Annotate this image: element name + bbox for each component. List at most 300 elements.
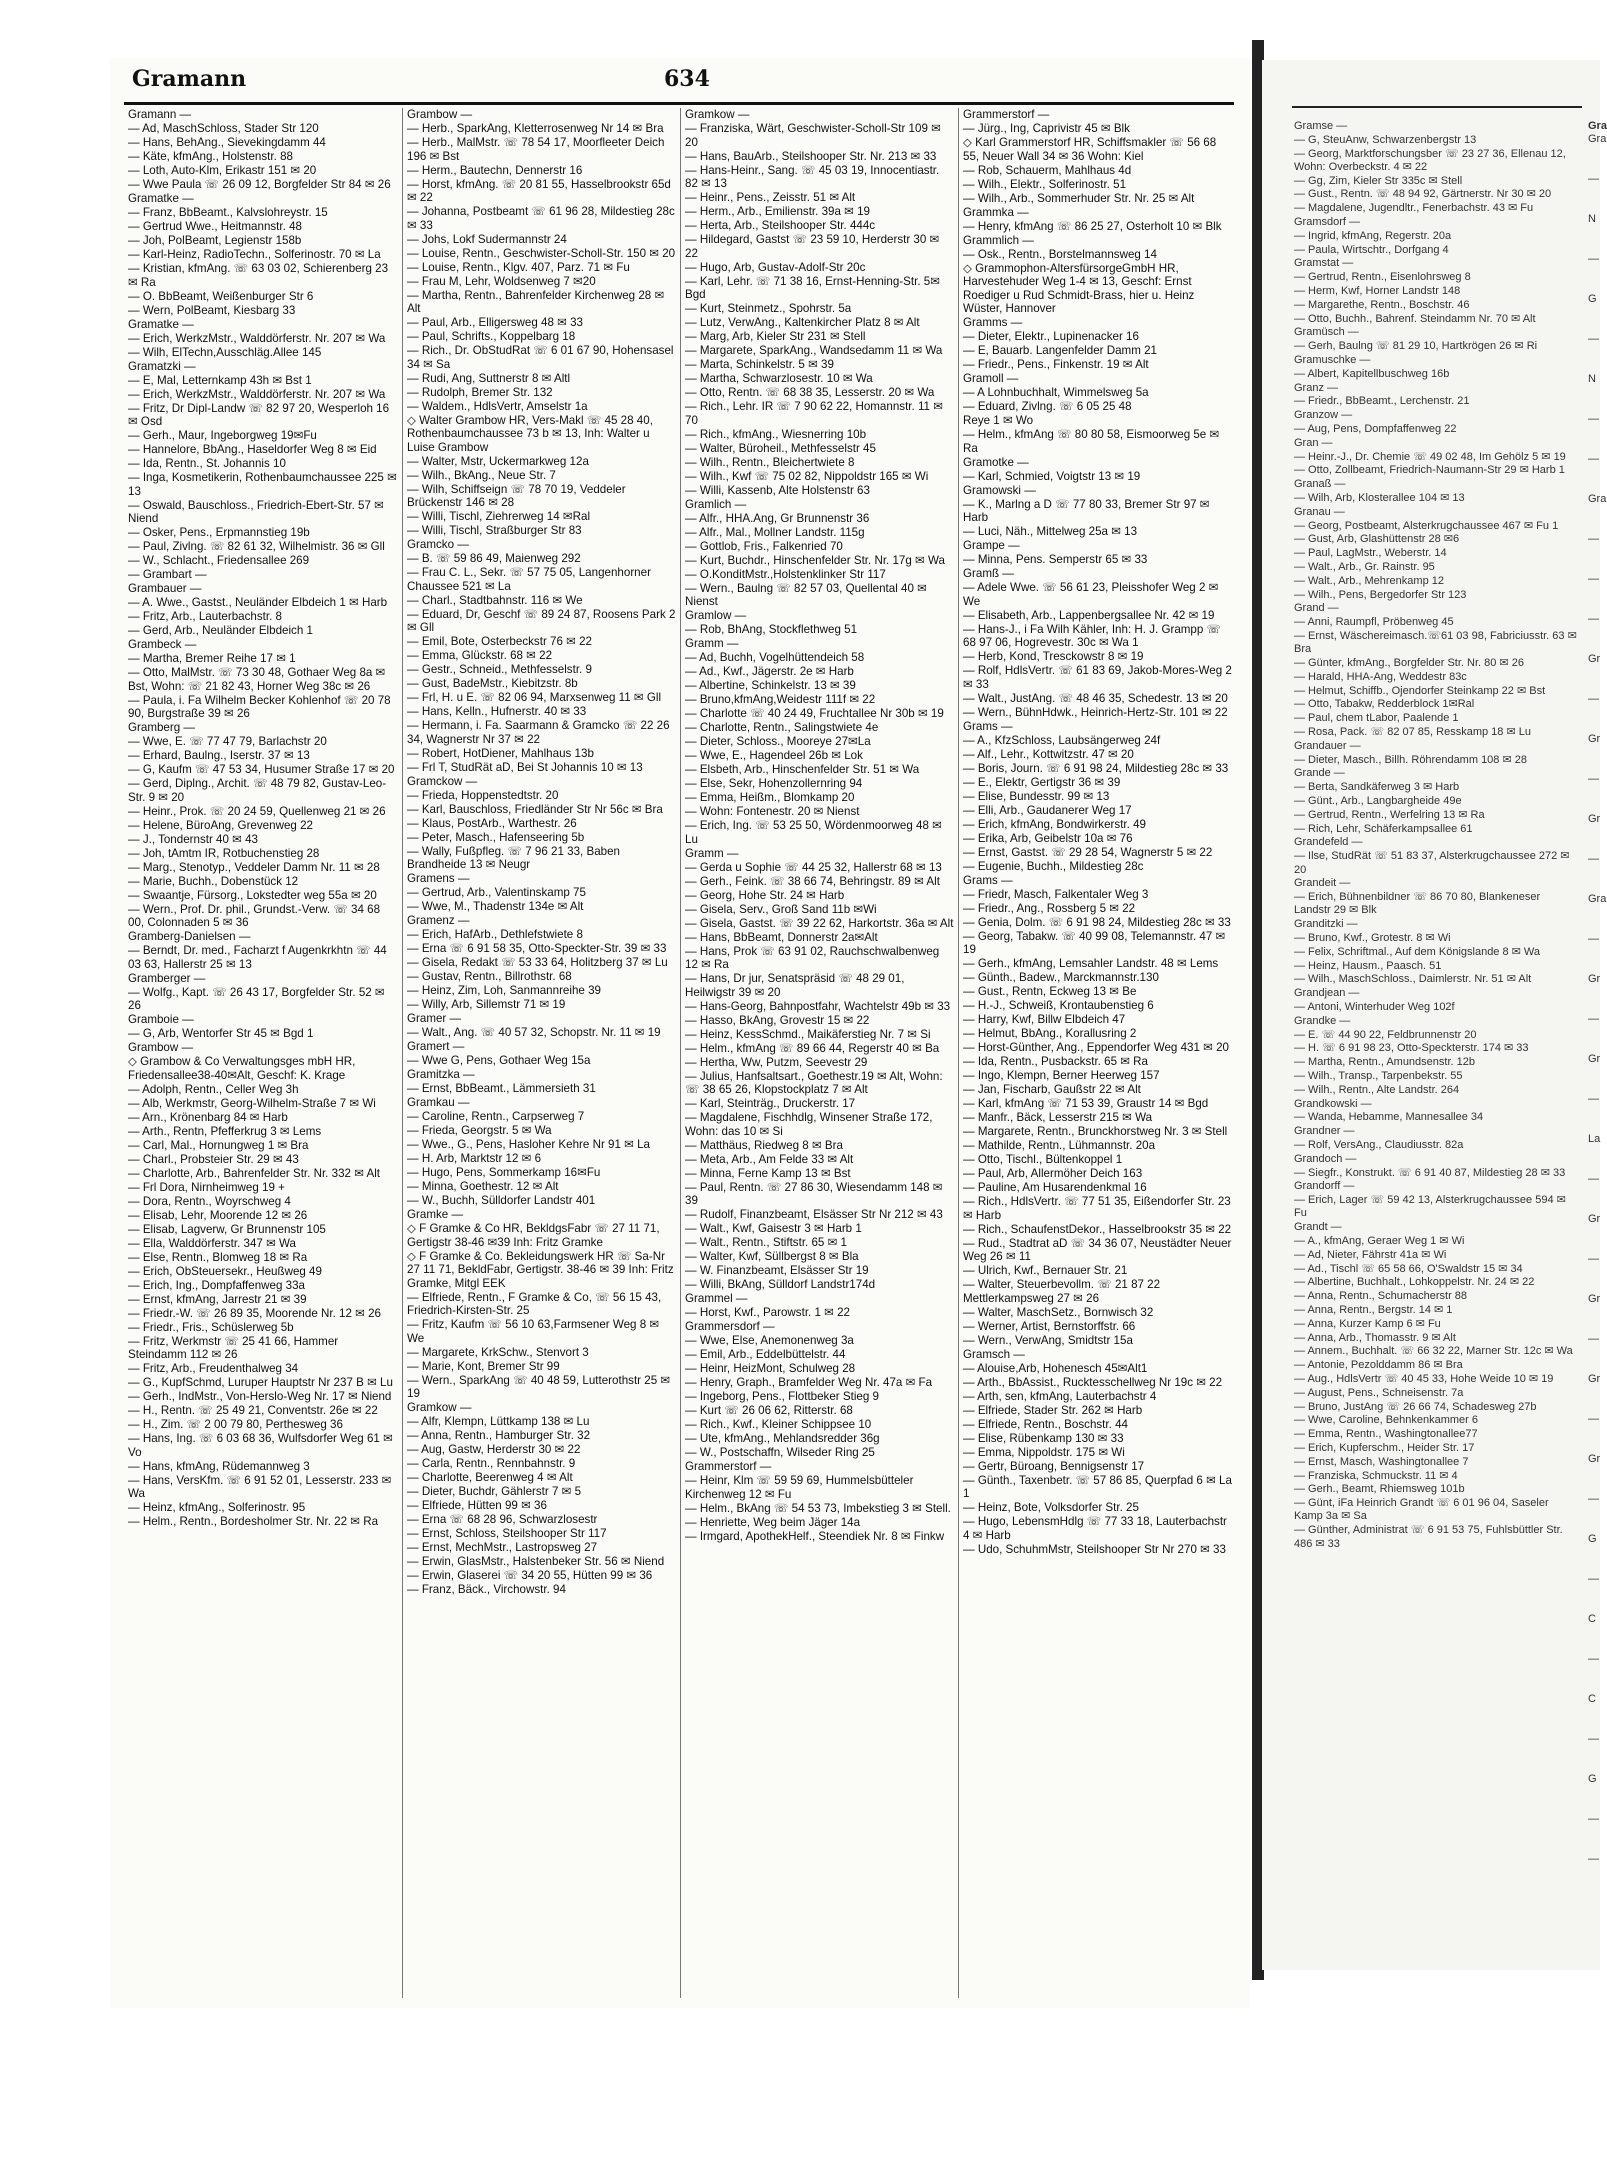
directory-entry: — Antoni, Winterhuder Weg 102f [1294,1001,1455,1013]
directory-entry: Grand — [1294,602,1339,615]
directory-entry: — Swaantje, Fürsorg., Lokstedter weg 55a ✉ 20 [128,888,377,902]
cut-entry-fragment: Gr [1588,733,1601,746]
directory-entry: — H., Zim. ☏ 2 00 79 80, Perthesweg 36 [128,1418,343,1431]
directory-entry: — Rich., Kwf., Kleiner Schippsee 10 [685,1418,872,1431]
directory-entry: — Eduard, Zivlng. ☏ 6 05 25 48 [963,400,1132,413]
directory-entry: — Karl, Lehr. ☏ 71 38 16, Ernst-Henning-Str. 5✉ Bgd [685,274,940,301]
directory-entry: — Charlotte, Beerenweg 4 ✉ Alt [407,1471,573,1484]
directory-entry: — Ad., Kwf., Jägerstr. 2e ✉ Harb [685,665,854,678]
directory-entry: — Elisab, Lagverw, Gr Brunnenstr 105 [128,1222,326,1236]
directory-entry: Gran — [1294,436,1333,449]
column-1 [124,108,398,1998]
directory-entry: Gramkow — [407,1401,472,1414]
directory-entry: — Rud., Stadtrat aD ☏ 34 36 07, Neustädter Neuer Weg 26 ✉ 11 [963,1236,1232,1263]
directory-entry: — Wwe., G., Pens, Hasloher Kehre Nr 91 ✉ La [407,1138,650,1151]
directory-entry: — Elise, Rübenkamp 130 ✉ 33 [963,1431,1124,1445]
directory-entry: — Paul, Rentn. ☏ 27 86 30, Wiesendamm 148 ✉ 39 [685,1180,943,1207]
directory-entry: — Irmgard, ApothekHelf., Steendiek Nr. 8 ✉ Finkw [685,1529,945,1543]
directory-entry: — W., Schlacht., Friedensallee 269 [128,554,310,567]
directory-entry: Granau — [1294,505,1345,518]
directory-entry: — Genia, Dolm. ☏ 6 91 98 24, Mildestieg 28c ✉ 33 [963,915,1231,929]
directory-entry: — Pauline, Am Husarendenkmal 16 [963,1181,1147,1194]
directory-entry: — Boris, Journ. ☏ 6 91 98 24, Mildestieg 28c ✉ 33 [963,761,1229,775]
directory-entry: — Joh, tAmtm IR, Rotbuchenstieg 28 [128,846,320,860]
directory-entry: — Otto, Tischl., Bültenkoppel 1 [963,1153,1123,1166]
directory-entry: — Frieda, Hoppenstedtstr. 20 [407,788,559,802]
directory-entry: — Wilh., Kwf ☏ 75 02 82, Nippoldstr 165 ✉ Wi [685,469,929,483]
cut-entry-fragment: — [1588,693,1599,706]
directory-entry: — E., Elektr, Gertigstr 36 ✉ 39 [963,775,1121,789]
directory-entry: — Günt, iFa Heinrich Grandt ☏ 6 01 96 04, Saseler Kamp 3a ✉ Sa [1294,1497,1549,1523]
directory-entry: — Erhard, Baulng., Iserstr. 37 ✉ 13 [128,749,310,762]
cut-entry-fragment: C [1588,1693,1596,1706]
cut-entry-fragment: — [1588,253,1599,266]
directory-entry: — Karl, Schmied, Voigtstr 13 ✉ 19 [963,469,1141,483]
directory-entry: — Elsbeth, Arb., Hinschenfelder Str. 51 ✉ Wa [685,763,920,776]
directory-entry: — Inga, Kosmetikerin, Rothenbaumchaussee 225 ✉ 13 [128,471,397,498]
directory-entry: Grambow — [407,108,473,121]
directory-entry: — Walter, Büroheil., Methfesselstr 45 [685,441,876,455]
directory-entry: Gramlow — [685,609,747,622]
directory-entry: — Helm., Rentn., Bordesholmer Str. Nr. 22 ✉ Ra [128,1515,379,1528]
directory-entry: — Helene, BüroAng, Grevenweg 22 [128,818,313,832]
cut-entry-fragment: N [1588,373,1596,386]
directory-entry: — Margarete, KrkSchw., Stenvort 3 [407,1345,589,1359]
cut-entry-fragment: G [1588,1533,1597,1546]
directory-entry: — Anna, Rentn., Schumacherstr 88 [1294,1290,1468,1303]
directory-entry: ◇ Grammophon-AltersfürsorgeGmbH HR, Harvestehuder Weg 1-4 ✉ 13, Geschf: Ernst Roediger u Rud Schmidt-Brass, hier u. Heinz Wüster, Hannover [963,261,1195,315]
directory-entry: — Walt., Kwf, Gaisestr 3 ✉ Harb 1 [685,1222,862,1235]
directory-entry: — Anna, Rentn., Hamburger Str. 32 [407,1429,591,1442]
directory-entry: — W., Postschaffn, Wilseder Ring 25 [685,1446,875,1459]
directory-entry: — Gerd, Arb., Neuländer Elbdeich 1 [128,624,313,637]
directory-entry: Gramß — [963,567,1014,580]
directory-entry: — A. Wwe., Gastst., Neuländer Elbdeich 1 ✉ Harb [128,596,388,609]
directory-entry: — Luci, Näh., Mittelweg 25a ✉ 13 [963,525,1138,538]
directory-entry: — Gerh., kfmAng, Lemsahler Landstr. 48 ✉ Lems [963,957,1219,970]
directory-entry: Grandoch — [1294,1152,1357,1165]
directory-entry: — Dieter, Schloss., Mooreye 27✉La [685,735,871,748]
directory-entry: — Wilh, ElTechn,Ausschläg.Allee 145 [128,345,322,359]
directory-entry: — Charlotte, Arb., Bahrenfelder Str. Nr. 332 ✉ Alt [128,1166,381,1180]
directory-entry: — Otto, MalMstr. ☏ 73 30 48, Gothaer Weg 8a ✉ Bst, Wohn: ☏ 21 82 43, Horner Weg 38c ✉ 26 [128,666,386,693]
cut-entry-fragment: — [1588,533,1599,546]
directory-entry: — Waldem., HdlsVertr, Amselstr 1a [407,399,588,413]
directory-entry: — G., KupfSchmd, Luruper Hauptstr Nr 237 B ✉ Lu [128,1376,393,1389]
directory-entry: — Aug, Gastw, Herderstr 30 ✉ 22 [407,1443,581,1456]
directory-entry: — Günth., Taxenbetr. ☏ 57 86 85, Querpfad 6 ✉ La 1 [963,1473,1232,1500]
directory-entry: — Hans, kfmAng, Rüdemannweg 3 [128,1459,310,1473]
directory-entry: — Fritz, Dr Dipl-Landw ☏ 82 97 20, Wesperloh 16 ✉ Osd [128,401,390,428]
directory-entry: — Willi, Tischl, Ziehrerweg 14 ✉Ral [407,510,591,523]
directory-entry: — Frl Dora, Nirnheimweg 19 + [128,1180,285,1194]
page-number: 634 [664,66,710,92]
directory-entry: — Joh, PolBeamt, Legienstr 158b [128,234,302,247]
cut-entry-fragment: La [1588,1133,1601,1146]
directory-entry: — Gisela, Gastst. ☏ 39 22 62, Harkortstr. 36a ✉ Alt [685,916,954,930]
directory-entry: — Wern., BühnHdwk., Heinrich-Hertz-Str. 101 ✉ 22 [963,705,1228,719]
cut-entry-fragment: — [1588,573,1599,586]
directory-entry: Gramm — [685,637,739,650]
directory-entry: — H.-J., Schweiß, Krontaubenstieg 6 [963,999,1154,1012]
directory-entry: Gramüsch — [1294,326,1359,339]
directory-entry: — Henriette, Weg beim Jäger 14a [685,1515,861,1529]
directory-entry: — Ad, MaschSchloss, Stader Str 120 [128,122,319,135]
directory-entry: — Georg, Marktforschungsber ☏ 23 27 36, Ellenau 12, Wohn: Overbeckstr. 4 ✉ 22 [1294,147,1566,173]
directory-entry: — Wwe G, Pens, Gothaer Weg 15a [407,1054,591,1067]
directory-entry: Grandt — [1294,1221,1342,1234]
directory-entry: — Albertine, Buchhalt., Lohkoppelstr. Nr. 24 ✉ 22 [1294,1276,1535,1289]
directory-entry: Gramberg — [128,721,196,734]
right-page-cut-column [1588,120,1607,1960]
directory-entry: — Jan, Fischarb, Gaußstr 22 ✉ Alt [963,1083,1141,1096]
directory-entry: — Arth, sen, kfmAng, Lauterbachstr 4 [963,1389,1157,1403]
directory-entry: — Heinr, Klm ☏ 59 59 69, Hummelsbütteler Kirchenweg 12 ✉ Fu [685,1474,914,1501]
directory-entry: Grampe — [963,539,1020,552]
directory-entry: — Wwe, E. ☏ 77 47 79, Barlachstr 20 [128,735,327,748]
cut-entry-fragment: — [1588,333,1599,346]
directory-entry: — Otto, Rentn. ☏ 68 38 35, Lesserstr. 20 ✉ Wa [685,386,935,399]
directory-entry: — Gerd, Diplng., Archit. ☏ 48 79 82, Gustav-Leo-Str. 9 ✉ 20 [128,777,387,804]
cut-entry-fragment: C [1588,1613,1596,1626]
directory-entry: — Wilh., Pens, Bergedorfer Str 123 [1294,588,1467,601]
directory-entry: — Friedr., Ang., Rossberg 5 ✉ 22 [963,901,1136,915]
directory-entry: Gramotke — [963,455,1029,469]
directory-entry: — Wern., Prof. Dr. phil., Grundst.-Verw. ☏ 34 68 00, Colonnaden 5 ✉ 36 [128,902,381,929]
directory-entry: Gramsdorf — [1294,216,1361,229]
directory-entry: — Willi, Tischl, Straßburger Str 83 [407,524,582,537]
directory-entry: — Ida, Rentn., Pusbackstr. 65 ✉ Ra [963,1055,1148,1068]
directory-entry: — Elfriede, Rentn., Boschstr. 44 [963,1417,1128,1431]
cut-entry-fragment: — [1588,1333,1599,1346]
directory-entry: — Wilh., Arb., Sommerhuder Str. Nr. 25 ✉ Alt [963,191,1195,205]
directory-entry: — Paula, Wirtschtr., Dorfgang 4 [1294,243,1449,256]
directory-entry: — Erich, HafArb., Dethlefstwiete 8 [407,928,583,941]
directory-entry: — Ilse, StudRät ☏ 51 83 37, Alsterkrugchaussee 272 ✉ 20 [1294,850,1570,876]
directory-entry: — Horst-Günther, Ang., Eppendorfer Weg 431 ✉ 20 [963,1041,1229,1054]
directory-entry: Grande — [1294,767,1345,780]
directory-entry: Gramke — [407,1208,464,1221]
directory-entry: — Dora, Rentn., Woyrschweg 4 [128,1194,291,1208]
directory-entry: — Osk., Rentn., Borstelmannsweg 14 [963,247,1157,261]
directory-entry: — Wilh., MaschSchloss., Daimlerstr. Nr. 51 ✉ Alt [1294,973,1532,986]
directory-entry: Granaß — [1294,478,1346,491]
directory-entry: Reye 1 ✉ Wo [963,414,1034,427]
directory-entry: Grammerstorf — [963,108,1050,121]
directory-entry: Grams — [963,873,1013,887]
directory-entry: — Heinz, Bote, Volksdorfer Str. 25 [963,1501,1139,1514]
directory-entry: — Gertr, Büroang, Bennigsenstr 17 [963,1459,1145,1473]
directory-entry: — Minna, Ferne Kamp 13 ✉ Bst [685,1166,851,1180]
directory-entry: — Ella, Walddörferstr. 347 ✉ Wa [128,1236,297,1250]
directory-entry: — Paul, chem tLabor, Paalende 1 [1294,712,1459,725]
directory-entry: — Ulrich, Kwf., Bernauer Str. 21 [963,1264,1128,1277]
directory-entry: — J., Tondernstr 40 ✉ 43 [128,832,259,846]
directory-entry: Grandauer — [1294,739,1361,752]
directory-entry: — Rich., HdlsVertr. ☏ 77 51 35, Eißendorfer Str. 23 ✉ Harb [963,1195,1231,1222]
cut-entry-fragment: — [1588,1813,1599,1826]
directory-entry: — Osker, Pens., Erpmannstieg 19b [128,526,310,539]
directory-entry: Grandefeld — [1294,836,1363,849]
directory-entry: — Kurt, Steinmetz., Spohrstr. 5a [685,302,852,315]
directory-entry: — Herta, Arb., Steilshooper Str. 444c [685,219,876,232]
directory-entry: — H. Arb, Marktstr 12 ✉ 6 [407,1152,542,1165]
directory-entry: — Anna, Kurzer Kamp 6 ✉ Fu [1294,1317,1441,1330]
directory-entry: — Alf., Lehr., Kottwitzstr. 47 ✉ 20 [963,747,1134,761]
directory-entry: — Walt., Ang. ☏ 40 57 32, Schopstr. Nr. 11 ✉ 19 [407,1026,661,1039]
directory-entry: — Frl, H. u E. ☏ 82 06 94, Marxsenweg 11 ✉ Gll [407,691,662,704]
directory-entry: Grandkowski — [1294,1097,1372,1110]
directory-entry: — Emma, Nippoldstr. 175 ✉ Wi [963,1445,1125,1459]
cut-entry-fragment: — [1588,173,1599,186]
directory-entry: — Ad., Tischl ☏ 65 58 66, O'Swaldstr 15 ✉ 34 [1294,1262,1523,1275]
directory-entry: Grandjean — [1294,987,1360,1000]
directory-entry: — Ernst, BbBeamt., Lämmersieth 31 [407,1082,596,1095]
directory-entry: — Louise, Rentn., Klgv. 407, Parz. 71 ✉ Fu [407,260,630,274]
directory-entry: — Franz, Bäck., Virchowstr. 94 [407,1583,566,1596]
directory-entry: Gramoll — [963,372,1019,385]
directory-entry: — Herb., SparkAng, Kletterrosenweg Nr 14 ✉ Bra [407,122,664,135]
directory-entry: — Erich, Ing. ☏ 53 25 50, Wördenmoorweg 48 ✉ Lu [685,819,942,846]
directory-entry: Grandke — [1294,1014,1351,1027]
directory-entry: — Käte, kfmAng., Holstenstr. 88 [128,150,293,163]
directory-entry: — Hans-Heinr., Sang. ☏ 45 03 19, Innocentiastr. 82 ✉ 13 [685,163,940,190]
directory-entry: — Arth., BbAssist., Rucktesschellweg Nr 19c ✉ 22 [963,1375,1223,1389]
directory-entry: — Herm., Arb., Emilienstr. 39a ✉ 19 [685,205,870,218]
directory-entry: — Fritz, Arb., Freudenthalweg 34 [128,1362,299,1375]
directory-entry: — Minna, Pens. Semperstr 65 ✉ 33 [963,553,1148,566]
directory-entry: — Otto, Zollbeamt, Friedrich-Naumann-Str 29 ✉ Harb 1 [1294,464,1565,477]
directory-entry: — H. ☏ 6 91 98 23, Otto-Speckterstr. 174 ✉ 33 [1294,1042,1529,1055]
directory-entry: — Antonie, Pezolddamm 86 ✉ Bra [1294,1359,1463,1372]
directory-entry: Grambeck — [128,638,197,651]
directory-entry: — Wilh., Rentn., Alte Landstr. 264 [1294,1083,1460,1096]
directory-entry: — Gust, Arb, Glashüttenstr 28 ✉6 [1294,533,1460,546]
directory-entry: — Emil, Bote, Osterbeckstr 76 ✉ 22 [407,635,592,648]
directory-entry: — Frl T, StudRät aD, Bei St Johannis 10 ✉ 13 [407,760,643,774]
directory-entry: — Wilh., BkAng., Neue Str. 7 [407,468,556,482]
directory-entry: — Adele Wwe. ☏ 56 61 23, Pleisshofer Weg 2 ✉ We [963,581,1219,608]
directory-entry: — Otto, Tabakw, Redderblock 1✉Ral [1294,698,1475,711]
directory-entry: Granz — [1294,381,1339,394]
cut-entry-fragment: — [1588,1493,1599,1506]
directory-entry: — Georg, Tabakw. ☏ 40 99 08, Telemannstr. 47 ✉ 19 [963,929,1226,956]
directory-entry: — Walter, Steuerbevollm. ☏ 21 87 22 Mettlerkampsweg 27 ✉ 26 [963,1278,1161,1305]
directory-entry: — Wwe, Else, Anemonenweg 3a [685,1334,854,1347]
directory-entry: — Walt., Arb., Gr. Rainstr. 95 [1294,561,1435,573]
cut-entry-fragment: — [1588,1253,1599,1266]
directory-entry: — Johs, Lokf Sudermannstr 24 [407,232,567,246]
directory-entry: — Günt., Arb., Langbargheide 49e [1294,795,1462,808]
directory-entry: — Margarete, SparkAng., Wandsedamm 11 ✉ Wa [685,344,943,357]
directory-entry: — W. Finanzbeamt, Elsässer Str 19 [685,1264,869,1277]
directory-entry: ◇ Grambow & Co Verwaltungsges mbH HR, Friedensallee38-40✉Alt, Geschf: K. Krage [128,1055,356,1082]
directory-entry: — Heinz, Zim, Loh, Sanmannreihe 39 [407,984,601,997]
directory-entry: — Paul, LagMstr., Weberstr. 14 [1294,547,1447,560]
directory-entry: — Martha, Rentn., Bahrenfelder Kirchenweg 28 ✉ Alt [407,288,665,315]
directory-entry: — Ingeborg, Pens., Flottbeker Stieg 9 [685,1390,879,1403]
header-surname: Gramann [132,66,247,92]
directory-entry: — Udo, SchuhmMstr, Steilshooper Str Nr 270 ✉ 33 [963,1542,1226,1556]
cut-entry-fragment: G [1588,1773,1597,1786]
directory-entry: — Alb, Werkmstr, Georg-Wilhelm-Straße 7 ✉ Wi [128,1096,376,1110]
directory-entry: — Harald, HHA-Ang, Weddestr 83c [1294,670,1467,683]
directory-entry: — K., Marlng a D ☏ 77 80 33, Bremer Str 97 ✉ Harb [963,497,1210,524]
directory-entry: — Willy, Arb, Sillemstr 71 ✉ 19 [407,998,566,1011]
directory-entry: — Albert, Kapitellbuschweg 16b [1294,367,1450,380]
directory-entry: — Friedr., BbBeamt., Lerchenstr. 21 [1294,395,1470,408]
directory-entry: — Mathilde, Rentn., Lühmannstr. 20a [963,1139,1156,1152]
directory-page-right [1262,60,1607,1970]
directory-entry: — Ernst, Masch, Washingtonallee 7 [1294,1455,1469,1468]
directory-entry: — Wern., Baulng ☏ 82 57 03, Quellental 40 ✉ Nienst [685,581,927,608]
directory-entry: — Minna, Goethestr. 12 ✉ Alt [407,1180,559,1193]
directory-entry: — Helm., kfmAng ☏ 80 80 58, Eismoorweg 5e ✉ Ra [963,428,1220,455]
directory-entry: — Paul, Arb., Elligersweg 48 ✉ 33 [407,316,583,329]
directory-entry: — Günth., Badew., Marckmannstr.130 [963,971,1159,984]
directory-entry: — A., kfmAng, Geraer Weg 1 ✉ Wi [1294,1235,1465,1248]
directory-entry: — Klaus, PostArb., Warthestr. 26 [407,816,577,830]
directory-entry: — H., Rentn. ☏ 25 49 21, Conventstr. 26e ✉ 22 [128,1404,378,1417]
directory-entry: — Charl., Stadtbahnstr. 116 ✉ We [407,593,583,607]
directory-entry: ◇ Karl Grammerstorf HR, Schiffsmakler ☏ 56 68 55, Neuer Wall 34 ✉ 36 Wohn: Kiel [963,136,1217,163]
directory-entry: — Loth, Auto-Klm, Erikastr 151 ✉ 20 [128,164,317,177]
directory-entry: — Heinr.-J., Dr. Chemie ☏ 49 02 48, Im Gehölz 5 ✉ 19 [1294,450,1566,463]
directory-entry: — E. ☏ 44 90 22, Feldbrunnenstr 20 [1294,1028,1477,1041]
directory-entry: — Rob, Schauerm, Mahlhaus 4d [963,163,1132,177]
directory-entry: — Bruno, JustAng ☏ 26 66 74, Schadesweg 27b [1294,1400,1537,1413]
directory-entry: — Hans, Kelln., Hufnerstr. 40 ✉ 33 [407,705,587,718]
directory-entry: — Emma, Heißm., Blomkamp 20 [685,791,855,804]
directory-entry: Grammerstorf — [685,1460,772,1473]
directory-entry: — Fritz, Werkmstr ☏ 25 41 66, Hammer Steindamm 112 ✉ 26 [128,1334,339,1361]
directory-entry: — Horst, kfmAng. ☏ 20 81 55, Hasselbrookstr 65d ✉ 22 [407,177,671,204]
directory-entry: — Arn., Krönenbarg 84 ✉ Harb [128,1110,288,1124]
cut-entry-fragment: Gra [1588,893,1607,906]
directory-entry: — Erich, Bühnenbildner ☏ 86 70 80, Blankeneser Landstr 29 ✉ Blk [1294,891,1541,917]
directory-entry: — Franz, BbBeamt., Kalvslohreystr. 15 [128,206,328,219]
directory-entry: — Karl-Heinz, RadioTechn., Solferinostr. 70 ✉ La [128,248,381,261]
directory-entry: — Rich., Dr. ObStudRat ☏ 6 01 67 90, Hohensasel 34 ✉ Sa [407,344,674,371]
directory-entry: — Hugo, LebensmHdlg ☏ 77 33 18, Lauterbachstr 4 ✉ Harb [963,1515,1227,1542]
cut-entry-fragment: Gr [1588,1053,1601,1066]
directory-entry: — Kurt ☏ 26 06 62, Ritterstr. 68 [685,1404,853,1417]
directory-entry: — Gerda u Sophie ☏ 44 25 32, Hallerstr 68 ✉ 13 [685,860,942,874]
directory-entry: Grammka — [963,205,1029,219]
directory-entry: — Erich, ObSteuersekr., Heußweg 49 [128,1264,322,1278]
directory-entry: — O.KonditMstr.,Holstenklinker Str 117 [685,567,886,581]
right-page-header-rule [1292,106,1582,108]
directory-entry: — Karl, Bauschloss, Friedländer Str Nr 56c ✉ Bra [407,802,663,816]
directory-entry: — Charlotte ☏ 40 24 49, Fruchtallee Nr 30b ✉ 19 [685,707,944,720]
cut-entry-fragment: — [1588,933,1599,946]
directory-entry: Gramann — [128,108,192,121]
directory-entry: — Erich, WerkzMstr., Walddörferstr. Nr. 207 ✉ Wa [128,331,386,345]
directory-entry: — Franziska, Wärt, Geschwister-Scholl-Str 109 ✉ 20 [685,122,941,149]
directory-entry: Gramkau — [407,1096,470,1109]
directory-entry: — Günter, kfmAng., Borgfelder Str. Nr. 80 ✉ 26 [1294,657,1524,670]
directory-entry: Gramstat — [1294,257,1354,270]
directory-entry: Grammel — [685,1292,748,1305]
directory-entry: — Gust., Rentn. ☏ 48 94 92, Gärtnerstr. Nr 30 ✉ 20 [1294,188,1552,201]
cut-entry-fragment: N [1588,213,1596,226]
directory-entry: Grammersdorf — [685,1320,775,1333]
directory-entry: — Gertrud Wwe., Heitmannstr. 48 [128,220,302,233]
directory-entry: Gramberger — [128,971,206,985]
page-header [124,66,1234,105]
directory-entry: — Paul, Schrifts., Koppelbarg 18 [407,330,576,343]
directory-entry: — Herb., MalMstr. ☏ 78 54 17, Moorfleeter Deich 196 ✉ Bst [407,136,665,163]
directory-entry: Gramcko — [407,538,469,551]
directory-entry: — Hans, VersKfm. ☏ 6 91 52 01, Lesserstr. 233 ✉ Wa [128,1473,392,1500]
cut-entry-fragment: Gr [1588,973,1601,986]
directory-entry: — Martha, Rentn., Amundsenstr. 12b [1294,1056,1475,1069]
directory-entry: — Hans-Georg, Bahnpostfahr, Wachtelstr 49b ✉ 33 [685,999,951,1013]
directory-entry: — Gustav, Rentn., Billrothstr. 68 [407,970,572,983]
cut-entry-fragment: Gr [1588,1453,1601,1466]
directory-entry: — Meta, Arb., Am Felde 33 ✉ Alt [685,1152,854,1166]
directory-entry: — Ad, Nieter, Fährstr 41a ✉ Wi [1294,1248,1447,1261]
directory-entry: — Marg., Stenotyp., Veddeler Damm Nr. 11 ✉ 28 [128,860,380,874]
directory-entry: — Herm., Bautechn, Dennerstr 16 [407,163,583,177]
cut-entry-fragment: Gr [1588,1373,1601,1386]
directory-entry: Grambow — [128,1041,194,1054]
directory-entry: — Rolf, VersAng., Claudiusstr. 82a [1294,1138,1464,1151]
directory-entry: — Arth., Rentn, Pfefferkrug 3 ✉ Lems [128,1124,322,1138]
directory-entry: — Erich, Kupferschm., Heider Str. 17 [1294,1442,1475,1454]
directory-entry: — Erika, Arb, Geibelstr 10a ✉ 76 [963,831,1133,845]
directory-entry: — Friedr., Fris., Schüslerweg 5b [128,1320,294,1334]
directory-entry: — Wilh., Elektr., Solferinostr. 51 [963,177,1127,191]
directory-entry: — Albertine, Schinkelstr. 13 ✉ 39 [685,679,856,692]
directory-entry: — Helmut, BbAng., Korallusring 2 [963,1027,1137,1040]
directory-entry: Gramens — [407,872,470,885]
cut-entry-fragment: — [1588,453,1599,466]
directory-entry: — Gerh., IndMstr., Von-Herslo-Weg Nr. 17 ✉ Niend [128,1390,392,1403]
directory-entry: Grandner — [1294,1125,1355,1138]
directory-entry: — Ernst, MechMstr., Lastropsweg 27 [407,1541,598,1554]
directory-entry: — Rudolph, Bremer Str. 132 [407,385,553,399]
directory-entry: — August, Pens., Schneisenstr. 7a [1294,1386,1464,1399]
directory-entry: — Heinr, HeizMont, Schulweg 28 [685,1362,856,1375]
directory-entry: — Erich, kfmAng, Bondwirkerstr. 49 [963,817,1146,831]
directory-entry: — Erich, WerkzMstr., Walddörferstr. Nr. 207 ✉ Wa [128,387,386,401]
directory-entry: — Hans, BehAng., Sievekingdamm 44 [128,136,326,149]
directory-entry: — Karl, kfmAng ☏ 71 53 39, Graustr 14 ✉ Bgd [963,1097,1209,1110]
cut-entry-fragment: — [1588,1413,1599,1426]
directory-entry: — Rudolf, Finanzbeamt, Elsässer Str Nr 212 ✉ 43 [685,1208,943,1221]
directory-entry: Gramenz — [407,914,470,927]
directory-entry: Grams — [963,719,1013,733]
directory-entry: — Wilh, Arb, Klosterallee 104 ✉ 13 [1294,492,1465,505]
directory-entry: — A Lohnbuchhalt, Wimmelsweg 5a [963,386,1149,399]
cut-entry-fragment: — [1588,1733,1599,1746]
right-page-header-fragment: Gra [1588,120,1607,132]
directory-entry: — Gg, Zim, Kieler Str 335c ✉ Stell [1294,174,1463,187]
directory-entry: — Heinz, Hausm., Paasch. 51 [1294,959,1442,972]
directory-entry: — Paul, Arb, Allermöher Deich 163 [963,1167,1143,1180]
directory-entry: — Ad, Buchh, Vogelhüttendeich 58 [685,651,865,664]
cut-entry-fragment: — [1588,1013,1599,1026]
directory-entry: — Georg, Postbeamt, Alsterkrugchaussee 467 ✉ Fu 1 [1294,519,1559,532]
directory-entry: — Rosa, Pack. ☏ 82 07 85, Resskamp 18 ✉ Lu [1294,726,1531,739]
directory-entry: — Ingo, Klempn, Berner Heerweg 157 [963,1069,1160,1082]
directory-entry: — Wern., VerwAng, Smidtstr 15a [963,1333,1133,1347]
directory-entry: — Walter, Kwf, Süllbergst 8 ✉ Bla [685,1250,859,1263]
directory-entry: — Heinz, KessSchmd., Maikäferstieg Nr. 7 ✉ Si [685,1027,931,1041]
directory-entry: — Berndt, Dr. med., Facharzt f Augenkrkhtn ☏ 44 03 63, Hallerstr 25 ✉ 13 [128,944,387,971]
directory-entry: — Wwe, Caroline, Behnkenkammer 6 [1294,1414,1479,1427]
